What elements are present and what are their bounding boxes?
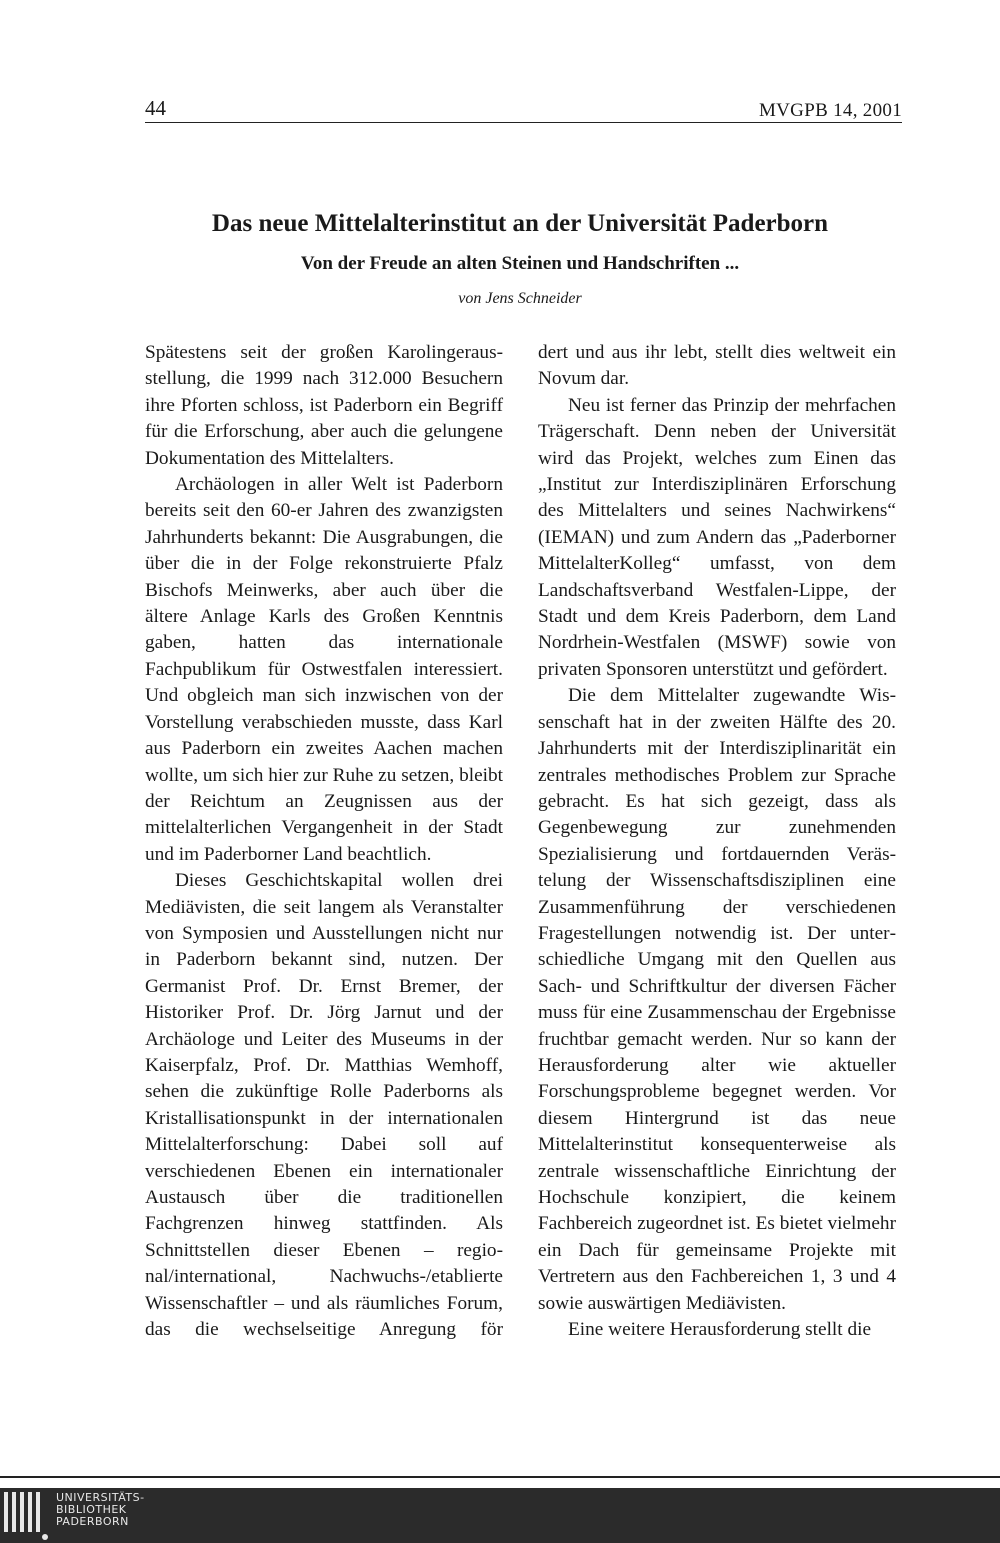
paragraph: Spätestens seit der großen Karolingerausstellung, die 1999 nach 312.000 Besuchern ihre Pforten schloss, ist Paderborn ein Begriff für die Erforschung, aber auch die gelungene Dokumentation des Mittelalters. bbox=[145, 342, 503, 469]
footer-rule bbox=[0, 1476, 1000, 1478]
article-subtitle: Von der Freude an alten Steinen und Handschriften ... bbox=[300, 253, 740, 274]
paragraph: dert und aus ihr lebt, stellt dies weltweit ein Novum dar. bbox=[538, 342, 896, 390]
library-logo-icon bbox=[4, 1492, 48, 1540]
page-number: 44 bbox=[145, 96, 166, 120]
paragraph: Neu ist ferner das Prinzip der mehrfachen Trägerschaft. Denn neben der Universität wird das Projekt, welches zum Einen das „Institut zur Interdisziplinären Erforschung des Mittelalters und seines Nachwirkens“ (IEMAN) und zum Andern das „Paderborner MittelalterKolleg“ umfasst, von dem Landschaftsverband Westfalen-Lippe, der Stadt und dem Kreis Paderborn, dem Land Nordrhein-Westfalen (MSWF) sowie von privaten Sponsoren unterstützt und gefördert. bbox=[538, 394, 896, 680]
library-logo-text bbox=[56, 1492, 145, 1528]
text-column-left bbox=[145, 340, 503, 1343]
paragraph: Dieses Geschichtskapital wollen drei Mediävisten, die seit langem als Veranstalter von Symposien und Ausstellungen nicht nur in Paderborn bekannt sind, nutzen. Der Germanist Prof. Dr. Ernst Bremer, der Historiker Prof. Dr. Jörg Jarnut und der Archäologe und Leiter des Museums in der Kaiserpfalz, Prof. Dr. Matthias Wemhoff, sehen die zukünftige Rolle Paderborns als Kristallisationspunkt in der internationalen Mittelalterforschung: Dabei soll auf verschiedenen Ebenen ein internationaler Austausch über die traditionellen Fachgrenzen hinweg stattfinden. Als Schnittstellen dieser Ebenen – regional/international, Nachwuchs-/etablierte Wissenschaftler – und als räumliches Forum, das die wechselseitige Anregung för bbox=[145, 870, 503, 1341]
logo-line: BIBLIOTHEK bbox=[56, 1503, 127, 1516]
text-column-right bbox=[538, 340, 896, 1343]
paragraph: Archäologen in aller Welt ist Paderborn bereits seit den 60-er Jahren des zwanzigsten Jahrhunderts bekannt: Die Ausgrabungen, die über die in der Folge rekonstruierte Pfalz Bischofs Meinwerks, aber auch über die ältere Anlage Karls des Großen Kenntnis gaben, hatten das internationale Fachpublikum für Ostwestfalen interessiert. Und obgleich man sich inzwischen von der Vorstellung verabschieden musste, dass Karl aus Paderborn ein zweites Aachen machen wollte, um sich hier zur Ruhe zu setzen, bleibt der Reichtum an Zeugnissen aus der mittelalterlichen Vergangenheit in der Stadt und im Paderborner Land beachtlich. bbox=[145, 474, 503, 865]
paragraph: Eine weitere Herausforderung stellt die bbox=[568, 1319, 872, 1341]
article-byline: von Jens Schneider bbox=[458, 290, 582, 307]
article-title: Das neue Mittelalterinstitut an der Universität Paderborn bbox=[211, 210, 829, 237]
logo-line: UNIVERSITÄTS- bbox=[56, 1491, 145, 1504]
journal-reference: MVGPB 14, 2001 bbox=[758, 100, 902, 121]
paragraph: Die dem Mittelalter zugewandte Wissenschaft hat in der zweiten Hälfte des 20. Jahrhunderts mit der Interdisziplinarität ein zentrales methodisches Problem zur Sprache gebracht. Es hat sich gezeigt, dass als Gegenbewegung zur zunehmenden Spezialisierung und fortdauernden Verästelung der Wissenschaftsdisziplinen eine Zusammenführung der verschiedenen Fragestellungen notwendig ist. Der unterschiedliche Umgang mit den Quellen aus Sach- und Schriftkultur der diversen Fächer muss für eine Zusammenschau der Ergebnisse fruchtbar gemacht werden. Nur so kann der Herausforderung alter wie aktueller Forschungsprobleme begegnet werden. Vor diesem Hintergrund ist das neue Mittelalterinstitut konsequenterweise als zentrale wissenschaftliche Einrichtung der Hochschule konzipiert, die keinem Fachbereich zugeordnet ist. Es bietet vielmehr ein Dach für gemeinsame Projekte mit Vertretern aus den Fachbereichen 1, 3 und 4 sowie auswärtigen Mediävisten. bbox=[538, 685, 896, 1314]
logo-line: PADERBORN bbox=[56, 1515, 129, 1528]
footer-bar bbox=[0, 1488, 1000, 1543]
running-header bbox=[145, 96, 902, 123]
